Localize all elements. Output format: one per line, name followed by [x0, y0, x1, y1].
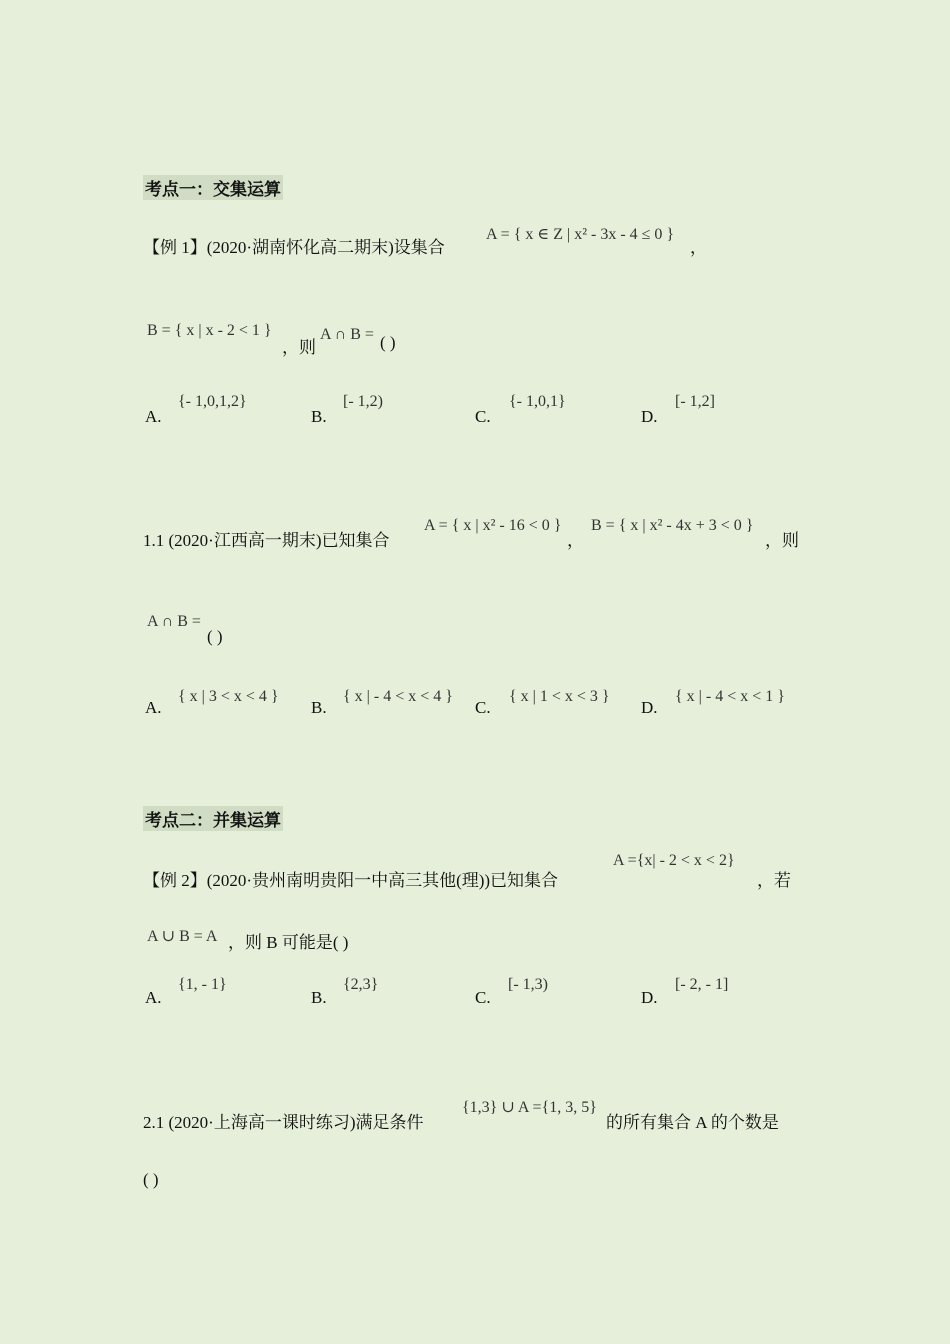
example-2-expr: A ∪ B = A [147, 928, 218, 945]
option-label: B. [311, 407, 327, 426]
question-2-1-paren: ( ) [143, 1170, 159, 1189]
example-1-set-a: A = { x ∈ Z | x² - 3x - 4 ≤ 0 } [486, 226, 675, 243]
option-value: [- 1,2) [343, 393, 383, 410]
option-label: D. [641, 988, 658, 1007]
example-1-paren: ( ) [380, 333, 396, 352]
option-label: A. [145, 988, 162, 1007]
example-1-prefix: 【例 1】(2020·湖南怀化高二期末)设集合 [143, 238, 445, 257]
option-label: C. [475, 698, 491, 717]
option-value: {1, - 1} [178, 976, 227, 993]
option-label: B. [311, 988, 327, 1007]
section-title-2: 考点二：并集运算 [143, 806, 283, 831]
option-value: { x | - 4 < x < 1 } [675, 688, 785, 705]
option-value: { x | - 4 < x < 4 } [343, 688, 453, 705]
option-value: [- 2, - 1] [675, 976, 729, 993]
option-label: C. [475, 988, 491, 1007]
example-1-set-b: B = { x | x - 2 < 1 } [147, 322, 272, 339]
example-2-rest: ，则 B 可能是( ) [228, 933, 349, 952]
option-label: B. [311, 698, 327, 717]
example-2-set-a: A ={x| - 2 < x < 2} [613, 852, 735, 869]
question-1-1-tail: ，则 [765, 531, 799, 550]
question-1-1-set-b: B = { x | x² - 4x + 3 < 0 } [591, 517, 754, 534]
section-title-1: 考点一：交集运算 [143, 175, 283, 200]
example-2-prefix: 【例 2】(2020·贵州南明贵阳一中高三其他(理))已知集合 [143, 871, 559, 890]
question-2-1-tail: 的所有集合 A 的个数是 [606, 1113, 779, 1132]
question-1-1-sep: ， [567, 531, 584, 550]
question-2-1-prefix: 2.1 (2020·上海高一课时练习)满足条件 [143, 1113, 424, 1132]
option-label: A. [145, 407, 162, 426]
option-value: { x | 3 < x < 4 } [178, 688, 279, 705]
example-2-tail: ，若 [757, 871, 791, 890]
option-label: D. [641, 698, 658, 717]
example-1-expr: A ∩ B = [320, 326, 374, 343]
option-value: {2,3} [343, 976, 379, 993]
example-1-mid: ，则 [282, 338, 316, 357]
option-value: { x | 1 < x < 3 } [509, 688, 610, 705]
question-2-1-expr: {1,3} ∪ A ={1, 3, 5} [462, 1099, 597, 1116]
option-value: [- 1,2] [675, 393, 715, 410]
option-label: A. [145, 698, 162, 717]
question-1-1-prefix: 1.1 (2020·江西高一期末)已知集合 [143, 531, 390, 550]
option-label: C. [475, 407, 491, 426]
option-value: {- 1,0,1} [509, 393, 566, 410]
question-1-1-expr: A ∩ B = [147, 613, 201, 630]
example-1-sep: ， [690, 238, 707, 257]
question-1-1-set-a: A = { x | x² - 16 < 0 } [424, 517, 562, 534]
option-value: {- 1,0,1,2} [178, 393, 247, 410]
question-1-1-paren: ( ) [207, 627, 223, 646]
option-value: [- 1,3) [508, 976, 548, 993]
option-label: D. [641, 407, 658, 426]
